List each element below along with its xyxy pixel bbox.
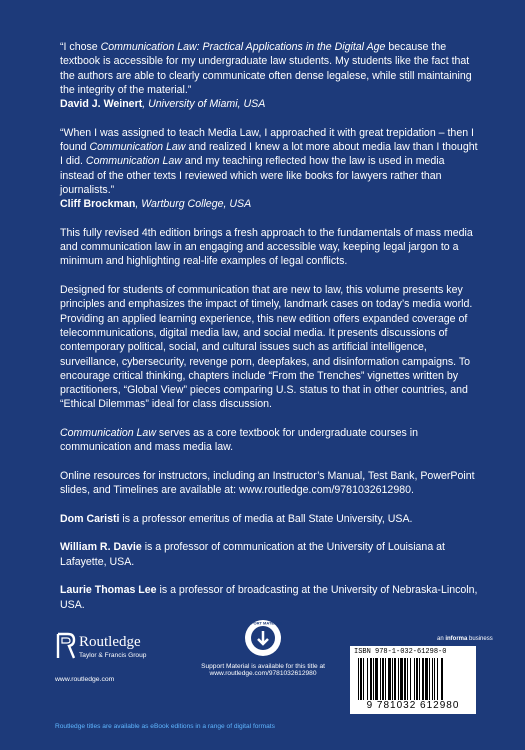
book-title: Communication Law: Practical Applications in the Digital Age — [100, 41, 386, 53]
publisher-url: www.routledge.com — [55, 676, 115, 683]
core-textbook-paragraph: Communication Law serves as a core textbook for undergraduate courses in communication and mass media law. — [60, 427, 419, 454]
quote-affiliation: , University of Miami, USA — [142, 98, 266, 111]
isbn-label: ISBN 978-1-032-61298-0 — [354, 648, 447, 656]
author-bio: Laurie Thomas Lee is a professor of broadcasting at the University of Nebraska-Lincoln, USA. — [60, 584, 478, 611]
quote-weinert: “I chose Communication Law: Practical Applications in the Digital Age because the textbook is accessible for my undergraduate law students. My students like the fact that the authors are able to clearly communicate often dense legalese, while still maintaining the integrity of the material.” David J. Weinert, University of Miami, USA — [60, 41, 472, 111]
quote-brockman: “When I was assigned to teach Media Law, I approached it with great trepidation – then I found Communication Law and realized I knew a lot more about media law than I thought I did. Communication Law and my teaching reflected how the law is used in media instead of the other texts I reviewed which were like books for lawyers rather than journalists.” Cliff Brockman, Wartburg College, USA — [60, 126, 478, 211]
publisher-name: Routledge — [79, 634, 141, 650]
designed-paragraph: Designed for students of communication that are new to law, this volume presents key principles and emphasizes the impact of timely, landmark cases on today’s media world. Providing an applied learning experience, this new edition offers expanded coverage of telecommunications, digital media law, and social media. It presents discussions of contemporary political, social, and cultural issues such as artificial intelligence, surveillance, cybersecurity, revenge porn, deepfakes, and disinformation campaigns. To encourage critical thinking, chapters include “From the Trenches” vignettes written by practitioners, “Global View” pieces comparing U.S. status to that in other countries, and “Ethical Dilemmas” ideal for class discussion. — [60, 284, 473, 411]
author-bio: Dom Caristi is a professor emeritus of media at Ball State University, USA. — [60, 512, 413, 525]
edition-paragraph: This fully revised 4th edition brings a fresh approach to the fundamentals of mass media and communication law in an engaging and accessible way, keeping legal jargon to a minimum and highlighting real-life examples of legal conflicts. — [60, 226, 473, 268]
routledge-icon — [55, 630, 77, 662]
author-bio: William R. Davie is a professor of communication at the University of Louisiana at Lafayette, USA. — [60, 541, 445, 568]
footer — [0, 618, 525, 750]
informa-business-label: an informa business — [437, 636, 493, 642]
barcode-bars — [358, 658, 468, 700]
support-material — [198, 618, 328, 677]
quote-author: Cliff Brockman — [60, 198, 136, 211]
support-material-url: www.routledge.com/9781032612980 — [209, 670, 317, 677]
isbn-barcode — [350, 646, 476, 714]
description-text — [60, 40, 480, 626]
quote-author: David J. Weinert — [60, 98, 143, 111]
online-resources-paragraph: Online resources for instructors, including an Instructor’s Manual, Test Bank, PowerPoint slides, and Timelines are available at: www.routledge.com/9781032612980. — [60, 469, 475, 497]
publisher-subtitle: Taylor & Francis Group — [79, 652, 147, 659]
support-material-icon — [243, 618, 283, 658]
support-material-text: Support Material is available for this title at — [201, 663, 325, 670]
barcode-digits: 9 781032 612980 — [366, 700, 460, 711]
svg-text:SUPPORT MATERIAL: SUPPORT MATERIAL — [243, 620, 283, 626]
ebook-note: Routledge titles are available as eBook editions in a range of digital formats — [55, 723, 275, 730]
quote-affiliation: , Wartburg College, USA — [135, 198, 252, 211]
